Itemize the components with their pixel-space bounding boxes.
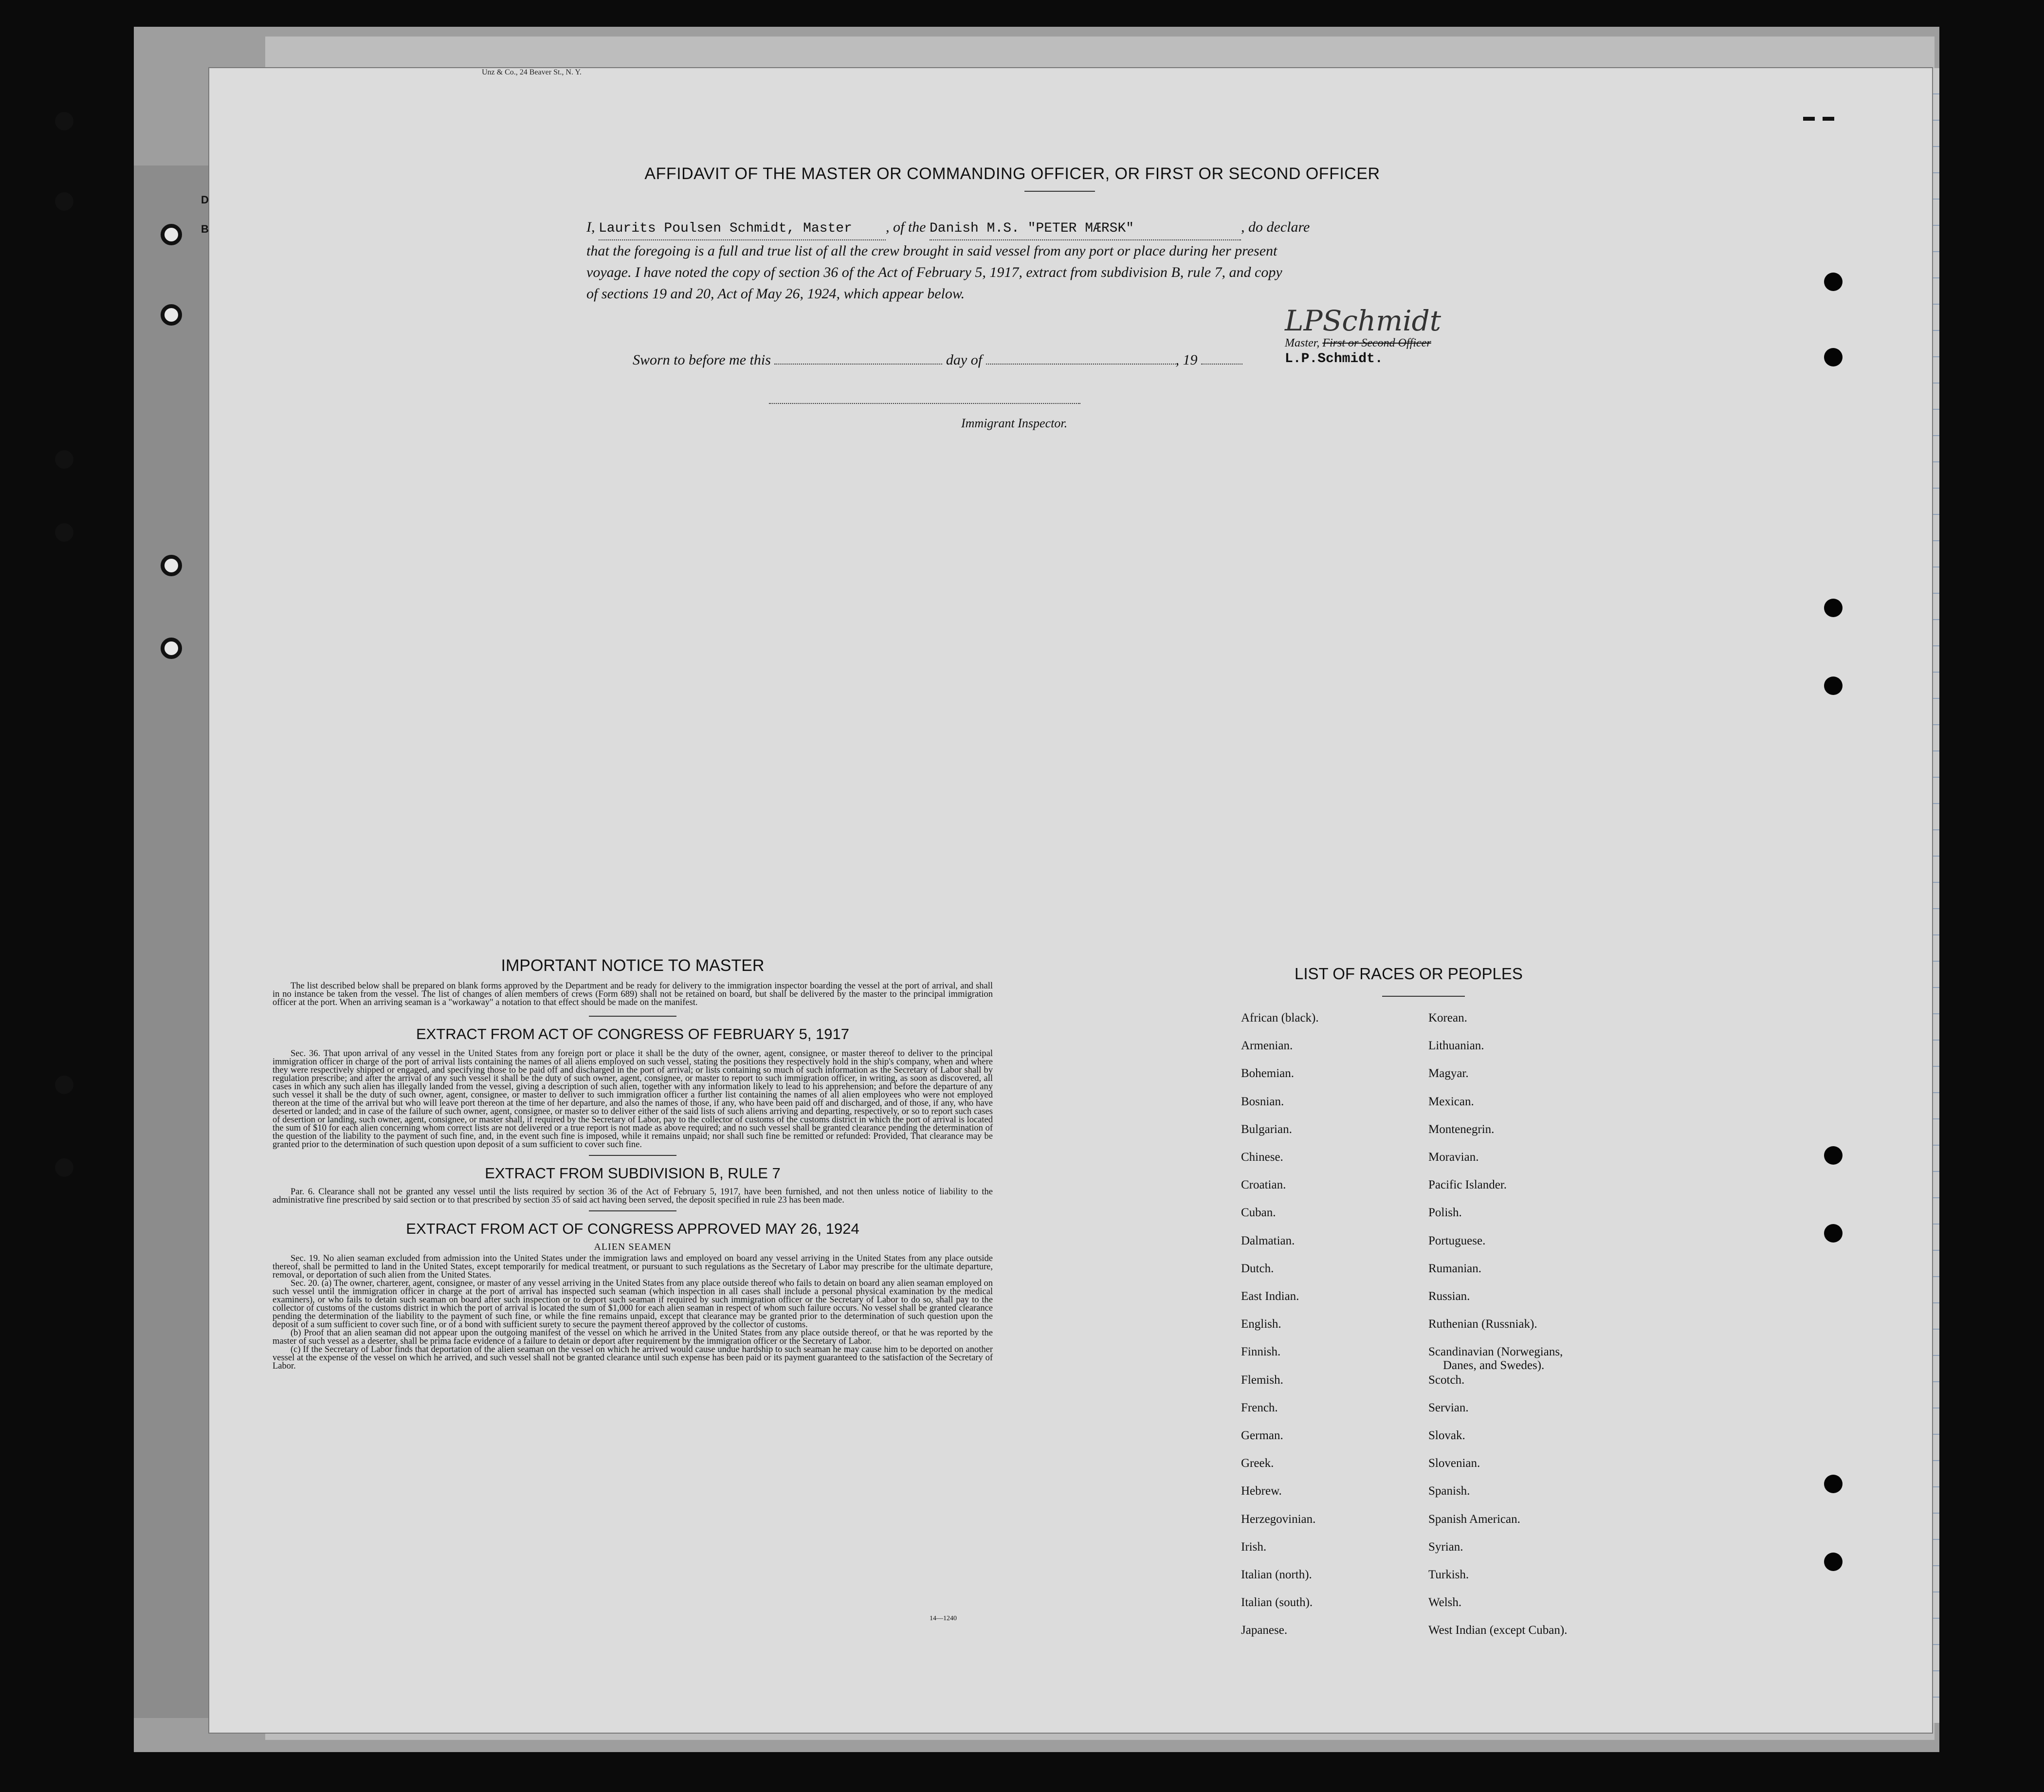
underlying-left-strip — [134, 165, 214, 1718]
binder-hole — [161, 638, 182, 659]
race-item: Scotch. — [1428, 1373, 1465, 1387]
section-19-text: Sec. 19. No alien seaman excluded from admission into the United States under the immigration laws and employed on board any vessel arriving in the United States from any place outside thereof, shall be permitted to land in the United States, except temporarily for medical treatment, or pursuant to such regulations as the Secretary of Labor may prescribe for the ultimate departure, removal, or deportation of such alien from the United States. — [273, 1254, 993, 1280]
binder-hole — [55, 1158, 73, 1177]
year-label: , 19 — [1175, 352, 1198, 368]
race-item: West Indian (except Cuban). — [1428, 1624, 1568, 1637]
sworn-month-field — [986, 364, 1176, 365]
edge-fragment-d: D — [201, 194, 209, 206]
race-item: Bohemian. — [1241, 1067, 1295, 1080]
extract-1917-title: EXTRACT FROM ACT OF CONGRESS OF FEBRUARY 5, 1917 — [416, 1025, 850, 1042]
rule-7-text: Par. 6. Clearance shall not be granted any vessel until the lists required by section 36 of the Act of February 5, 1917, have been furnished, and not then unless notice of liability to the administrative fine prescribed by said section or to that prescribed by section 35 of said act having been served, the deposit specified in rule 23 has been made. — [273, 1187, 993, 1205]
corner-mark — [1803, 117, 1815, 121]
race-item: Turkish. — [1428, 1568, 1469, 1581]
race-item: East Indian. — [1241, 1290, 1299, 1303]
binder-hole — [55, 1076, 73, 1094]
race-item: Ruthenian (Russniak). — [1428, 1317, 1537, 1331]
race-item: Syrian. — [1428, 1540, 1463, 1554]
race-item: Spanish. — [1428, 1484, 1470, 1498]
inspector-signature-line — [769, 403, 1080, 404]
race-item: Cuban. — [1241, 1206, 1276, 1220]
title-rule — [1024, 191, 1095, 192]
race-item: Irish. — [1241, 1540, 1267, 1554]
race-item: Chinese. — [1241, 1151, 1283, 1164]
binder-hole — [55, 523, 73, 542]
punch-hole — [1824, 1553, 1843, 1571]
race-item: German. — [1241, 1429, 1283, 1442]
race-item: Portuguese. — [1428, 1234, 1486, 1247]
race-item: Spanish American. — [1428, 1512, 1520, 1526]
race-item: French. — [1241, 1401, 1278, 1414]
affidavit-declaration — [586, 217, 1516, 305]
race-item: Lithuanian. — [1428, 1039, 1484, 1053]
declaration-line-2: that the foregoing is a full and true list of all the crew brought in said vessel from any port or place during her present — [586, 243, 1278, 259]
race-item: Pacific Islander. — [1428, 1178, 1507, 1192]
section-rule — [589, 1210, 676, 1211]
race-item: African (black). — [1241, 1011, 1319, 1024]
race-item: Finnish. — [1241, 1345, 1281, 1359]
section-20b-text: (b) Proof that an alien seaman did not appear upon the outgoing manifest of the vessel on which he arrived in the United States from any place outside thereof, or that he was reported by the master of such vessel as a deserter, shall be prima facie evidence of a failure to detain or deport after requirement by the immigration officer or the Secretary of Labor. — [273, 1328, 993, 1346]
declaration-line-3: voyage. I have noted the copy of section 36 of the Act of February 5, 1917, extract from subdivision B, rule 7, and copy — [586, 264, 1282, 280]
race-item: Korean. — [1428, 1011, 1467, 1024]
extract-1924-title: EXTRACT FROM ACT OF CONGRESS APPROVED MAY 26, 1924 — [406, 1220, 859, 1237]
race-item: English. — [1241, 1317, 1281, 1331]
binder-hole — [55, 192, 73, 211]
race-item: Mexican. — [1428, 1095, 1474, 1108]
declaration-line-4: of sections 19 and 20, Act of May 26, 1924, which appear below. — [586, 286, 965, 302]
alien-seamen-subtitle: ALIEN SEAMEN — [594, 1242, 672, 1252]
punch-hole — [1824, 1475, 1843, 1493]
declaration-do-declare: , do declare — [1241, 219, 1310, 235]
affidavit-title: AFFIDAVIT OF THE MASTER OR COMMANDING OFFICER, OR FIRST OR SECOND OFFICER — [644, 165, 1380, 183]
binder-hole — [161, 224, 182, 245]
master-name-field: Laurits Poulsen Schmidt, Master — [599, 218, 886, 240]
race-item: Italian (north). — [1241, 1568, 1312, 1581]
affidavit-page — [209, 68, 1932, 1733]
race-item: Armenian. — [1241, 1039, 1293, 1053]
race-item: Welsh. — [1428, 1596, 1462, 1609]
race-item: Dalmatian. — [1241, 1234, 1295, 1247]
punch-hole — [1824, 677, 1843, 695]
day-of-label: day of — [946, 352, 983, 368]
corner-mark — [1823, 117, 1834, 121]
race-item: Servian. — [1428, 1401, 1469, 1414]
punch-hole — [1824, 1146, 1843, 1165]
race-item: Scandinavian (Norwegians, — [1428, 1345, 1563, 1359]
declaration-of-the: , of the — [886, 219, 926, 235]
races-title-rule — [1382, 996, 1465, 997]
extract-1917-text: Sec. 36. That upon arrival of any vessel in the United States from any foreign port or place it shall be the duty of the owner, agent, consignee, or master thereof to deliver to the principal immigration officer in charge of the port of arrival lists containing the names of all aliens employed on such vessel, stating the positions they respectively hold in the ship's company, when and where they were respectively shipped or engaged, and specifying those to be paid off and discharged in the port of arrival; or lists containing so much of such information as the Secretary of Labor shall by regulation prescribe; and after the arrival of any such vessel it shall be the duty of such owner, agent, consignee, or master to report to such immigration officer, in writing, as soon as discovered, all cases in which any such alien has illegally landed from the vessel, giving a description of such alien, together with any information likely to lead to his apprehension; and before the departure of any such vessel it shall be the duty of such owner, agent, consignee, or master to deliver to such immigration officer a further list containing the names of all alien employees who were not employed thereon at the time of the arrival but who will leave port thereon at the time of her departure, and also the names of those, if any, who have been paid off and discharged, and of those, if any, who have deserted or landed; and in case of the failure of such owner, agent, consignee, or master so to deliver either of the said lists of such aliens arriving and departing, respectively, or so to report such cases of desertion or landing, such owner, agent, consignee, or master shall, if required by the Secretary of Labor, pay to the collector of customs of the customs district in which the port of arrival is located the sum of $10 for each alien concerning whom correct lists are not delivered or a true report is not made as above required; and no such vessel shall be granted clearance pending the determination of the question of the liability to the payment of such fine, and, in the event such fine is imposed, while it remains unpaid; nor shall such fine be remitted or refunded: Provided, That clearance may be granted prior to the determination of such question upon deposit of a sum sufficient to cover such fine. — [273, 1049, 993, 1150]
races-title: LIST OF RACES OR PEOPLES — [1295, 965, 1523, 983]
master-signature: LPSchmidt — [1285, 304, 1442, 337]
race-item: Dutch. — [1241, 1262, 1274, 1275]
race-item: Magyar. — [1428, 1067, 1469, 1080]
form-number: 14—1240 — [930, 1615, 957, 1622]
section-20a-text: Sec. 20. (a) The owner, charterer, agent, consignee, or master of any vessel arriving in the United States from any place outside thereof who fails to detain on board any alien seaman employed on such vessel until the immigration officer in charge at the port of arrival has inspected such seaman (which inspection in all cases shall include a personal physical examination by the medical examiners), or who fails to detain such seaman on board after such inspection or to deport such seaman if required by such immigration officer or the Secretary of Labor to do so, shall pay to the collector of customs of the customs district in which the port of arrival is located the sum of $1,000 for each alien seaman in respect of whom such failure occurs. No vessel shall be granted clearance pending the determination of the liability to the payment of such fine, or while the fine remains unpaid, except that clearance may be granted prior to the determination of such question upon the deposit of a sum sufficient to cover such fine, or of a bond with sufficient surety to secure the payment thereof approved by the collector of customs. — [273, 1279, 993, 1330]
race-item: Greek. — [1241, 1457, 1274, 1470]
sworn-day-field — [774, 364, 942, 365]
sworn-line — [633, 352, 1242, 368]
section-rule — [589, 1155, 676, 1156]
notice-title: IMPORTANT NOTICE TO MASTER — [501, 956, 765, 975]
typed-master-name: L.P.Schmidt. — [1285, 351, 1383, 366]
binder-hole — [55, 112, 73, 130]
notice-text: The list described below shall be prepared on blank forms approved by the Department and be ready for delivery to the immigration inspector boarding the vessel at the port of arrival, and shall in no instance be taken from the vessel. The list of changes of alien members of crews (Form 689) shall not be retained on board, but shall be delivered by the master to the principal immigration officer at the port. When an arriving seaman is a "workaway" a notation to that effect should be made on the manifest. — [273, 981, 993, 1007]
race-item: Rumanian. — [1428, 1262, 1482, 1275]
section-rule — [589, 1016, 676, 1017]
master-title: Master, — [1285, 337, 1320, 349]
race-item: Russian. — [1428, 1290, 1470, 1303]
race-item: Croatian. — [1241, 1178, 1286, 1192]
punch-hole — [1824, 1224, 1843, 1243]
master-title-line — [1285, 337, 1431, 350]
race-item: Herzegovinian. — [1241, 1512, 1316, 1526]
binder-hole — [161, 304, 182, 326]
inspector-label: Immigrant Inspector. — [961, 416, 1068, 430]
race-item: Hebrew. — [1241, 1484, 1282, 1498]
section-20c-text: (c) If the Secretary of Labor finds that deportation of the alien seaman on the vessel on which he arrived would cause undue hardship to such seaman he may cause him to be deported on another vessel at the expense of the vessel on which he arrived, and such vessel shall not be granted clearance until such expense has been paid or its payment guaranteed to the satisfaction of the Secretary of Labor. — [273, 1345, 993, 1371]
vessel-name-field: Danish M.S. "PETER MÆRSK" — [930, 218, 1241, 240]
rule-7-title: EXTRACT FROM SUBDIVISION B, RULE 7 — [485, 1165, 781, 1182]
punch-hole — [1824, 273, 1843, 291]
race-item: Flemish. — [1241, 1373, 1283, 1387]
race-item: Italian (south). — [1241, 1596, 1313, 1609]
declaration-i: I, — [586, 219, 595, 235]
race-item: Polish. — [1428, 1206, 1462, 1220]
printer-imprint: Unz & Co., 24 Beaver St., N. Y. — [482, 68, 582, 76]
race-item: Slovenian. — [1428, 1457, 1480, 1470]
race-item: Slovak. — [1428, 1429, 1465, 1442]
binder-hole — [55, 450, 73, 469]
officer-title-struck: First or Second Officer — [1322, 337, 1431, 349]
binder-hole — [161, 555, 182, 576]
punch-hole — [1824, 599, 1843, 617]
race-item: Bulgarian. — [1241, 1122, 1292, 1136]
punch-hole — [1824, 348, 1843, 366]
sworn-label: Sworn to before me this — [633, 352, 771, 368]
race-item: Danes, and Swedes). — [1443, 1359, 1545, 1372]
notice-column — [273, 956, 993, 1371]
race-item: Moravian. — [1428, 1151, 1479, 1164]
edge-fragment-b: B — [201, 223, 209, 235]
race-item: Japanese. — [1241, 1624, 1288, 1637]
race-item: Bosnian. — [1241, 1095, 1284, 1108]
race-item: Montenegrin. — [1428, 1122, 1495, 1136]
sworn-year-field — [1201, 364, 1242, 365]
